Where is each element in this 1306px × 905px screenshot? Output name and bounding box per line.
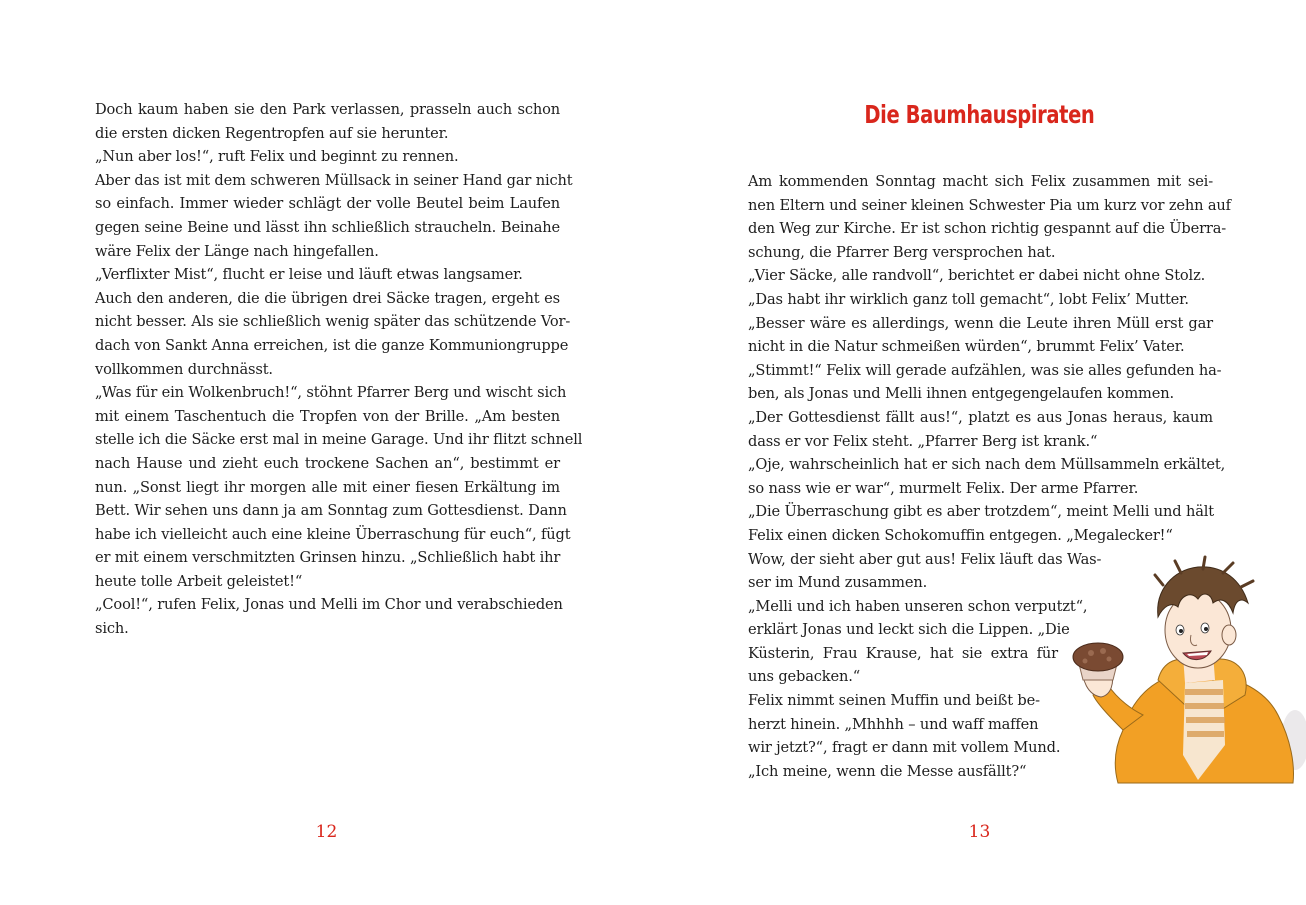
page-number: 12 <box>315 822 338 842</box>
boy-with-muffin-illustration <box>1063 555 1306 805</box>
text-line: „Stimmt!“ Felix will gerade aufzählen, was sie alles gefunden ha- <box>748 361 1222 379</box>
text-line: „Oje, wahrscheinlich hat er sich nach dem Müllsammeln erkältet, <box>748 456 1226 474</box>
text-line: so einfach. Immer wieder schlägt der volle Beutel beim Laufen <box>95 195 560 213</box>
text-line: habe ich vielleicht auch eine kleine Überraschung für euch“, fügt <box>95 525 571 543</box>
text-line: „Cool!“, rufen Felix, Jonas und Melli im Chor und verabschieden <box>95 596 563 614</box>
text-line: heute tolle Arbeit geleistet!“ <box>95 572 303 590</box>
text-line: „Die Überraschung gibt es aber trotzdem“, meint Melli und hält <box>748 503 1215 521</box>
text-line: nicht besser. Als sie schließlich wenig später das schützende Vor- <box>95 313 571 331</box>
text-line: Küsterin, Frau Krause, hat sie extra für <box>748 644 1058 662</box>
text-line: „Das habt ihr wirklich ganz toll gemacht“, lobt Felix’ Mutter. <box>748 290 1189 308</box>
text-line: schung, die Pfarrer Berg versprochen hat. <box>748 243 1056 261</box>
text-line: wäre Felix der Länge nach hingefallen. <box>95 242 379 260</box>
text-line: den Weg zur Kirche. Er ist schon richtig gespannt auf die Überra- <box>748 220 1227 238</box>
text-line: „Besser wäre es allerdings, wenn die Leute ihren Müll erst gar <box>748 314 1213 332</box>
text-line: mit einem Taschentuch die Tropfen von der Brille. „Am besten <box>95 407 560 425</box>
text-line: „Was für ein Wolkenbruch!“, stöhnt Pfarrer Berg und wischt sich <box>95 384 567 402</box>
text-line: vollkommen durchnässt. <box>95 360 273 378</box>
text-line: „Der Gottesdienst fällt aus!“, platzt es aus Jonas heraus, kaum <box>748 408 1213 426</box>
text-line: nach Hause und zieht euch trockene Sachen an“, bestimmt er <box>95 454 560 472</box>
text-line: „Vier Säcke, alle randvoll“, berichtet er dabei nicht ohne Stolz. <box>748 267 1206 285</box>
page-number: 13 <box>968 822 991 842</box>
text-line: Aber das ist mit dem schweren Müllsack in seiner Hand gar nicht <box>95 171 573 189</box>
text-line: nen Eltern und seiner kleinen Schwester Pia um kurz vor zehn auf <box>748 196 1231 214</box>
text-line: wir jetzt?“, fragt er dann mit vollem Mund. <box>748 739 1061 757</box>
text-line: Am kommenden Sonntag macht sich Felix zusammen mit sei- <box>748 173 1213 190</box>
text-line: Doch kaum haben sie den Park verlassen, prasseln auch schon <box>95 101 560 118</box>
text-line: erklärt Jonas und leckt sich die Lippen. „Die <box>748 621 1070 639</box>
text-line: uns gebacken.“ <box>748 668 860 686</box>
text-line: „Nun aber los!“, ruft Felix und beginnt zu rennen. <box>95 148 459 166</box>
text-line: „Melli und ich haben unseren schon verputzt“, <box>748 597 1088 615</box>
text-line: dach von Sankt Anna erreichen, ist die ganze Kommuniongruppe <box>95 336 569 354</box>
text-line: „Verflixter Mist“, flucht er leise und läuft etwas langsamer. <box>95 266 523 284</box>
text-line: herzt hinein. „Mhhhh – und waff maffen <box>748 715 1039 733</box>
text-line: Felix einen dicken Schokomuffin entgegen. „Megalecker!“ <box>748 526 1173 544</box>
text-line: Felix nimmt seinen Muffin und beißt be- <box>748 692 1040 710</box>
text-line: so nass wie er war“, murmelt Felix. Der arme Pfarrer. <box>748 479 1139 497</box>
text-line: er mit einem verschmitzten Grinsen hinzu. „Schließlich habt ihr <box>95 549 561 567</box>
text-line: dass er vor Felix steht. „Pfarrer Berg ist krank.“ <box>748 432 1098 450</box>
text-line: die ersten dicken Regentropfen auf sie herunter. <box>95 124 449 142</box>
text-line: Auch den anderen, die die übrigen drei Säcke tragen, ergeht es <box>95 289 560 307</box>
text-line: ser im Mund zusammen. <box>748 574 928 592</box>
text-line: Bett. Wir sehen uns dann ja am Sonntag zum Gottesdienst. Dann <box>95 502 567 520</box>
text-line: Wow, der sieht aber gut aus! Felix läuft das Was- <box>748 550 1102 568</box>
chapter-title: Die Baumhauspiraten <box>864 100 1095 129</box>
text-line: gegen seine Beine und lässt ihn schließlich straucheln. Beinahe <box>95 218 560 236</box>
text-line: „Ich meine, wenn die Messe ausfällt?“ <box>748 762 1027 780</box>
text-line: ben, als Jonas und Melli ihnen entgegengelaufen kommen. <box>748 385 1174 403</box>
text-line: sich. <box>95 620 129 638</box>
text-line: nicht in die Natur schmeißen würden“, brummt Felix’ Vater. <box>748 338 1185 356</box>
text-line: nun. „Sonst liegt ihr morgen alle mit einer fiesen Erkältung im <box>95 478 560 496</box>
right-page <box>653 0 1306 905</box>
text-line: stelle ich die Säcke erst mal in meine Garage. Und ihr flitzt schnell <box>95 431 583 449</box>
left-page-body <box>95 98 583 641</box>
